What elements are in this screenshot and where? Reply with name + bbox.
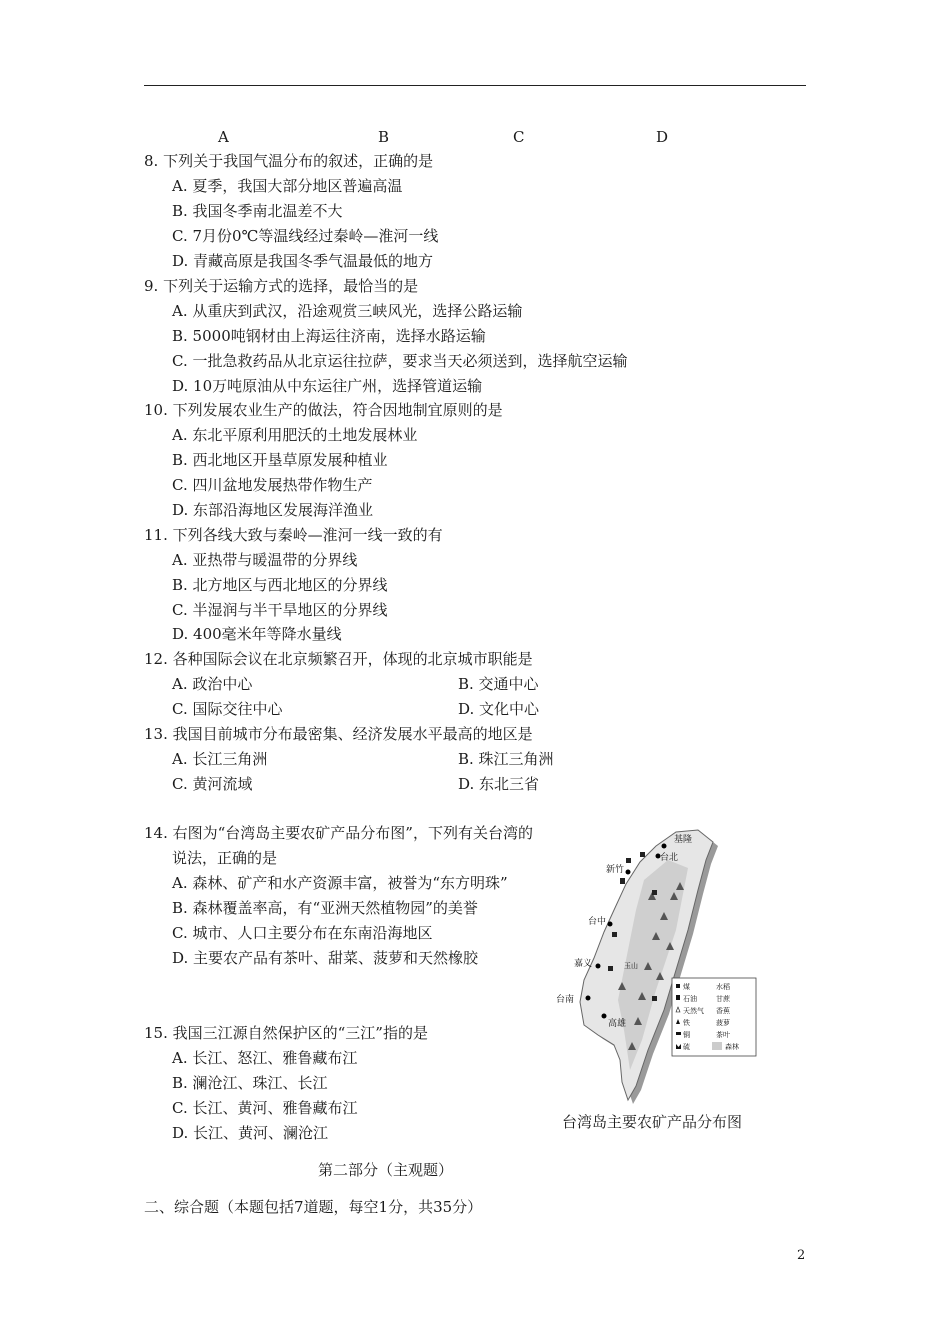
q15-option-a: A. 长江、怒江、雅鲁藏布江 xyxy=(172,1049,358,1067)
copper-icon xyxy=(676,1032,681,1035)
legend-pineapple: 菠萝 xyxy=(716,1019,730,1027)
q10-option-b: B. 西北地区开垦草原发展种植业 xyxy=(172,451,388,469)
kaohsiung-dot xyxy=(602,1014,607,1019)
question-9-stem: 9. 下列关于运输方式的选择，最恰当的是 xyxy=(144,277,419,295)
label-d: D xyxy=(656,128,669,146)
q12-option-b: B. 交通中心 xyxy=(458,675,539,693)
oil-icon xyxy=(676,995,680,1000)
taiwan-map xyxy=(548,820,780,1110)
label-c: C xyxy=(513,128,525,146)
q11-option-d: D. 400毫米年等降水量线 xyxy=(172,625,342,643)
page-number: 2 xyxy=(797,1248,806,1263)
city-keelung: 基隆 xyxy=(674,835,693,845)
question-8-stem: 8. 下列关于我国气温分布的叙述，正确的是 xyxy=(144,152,434,170)
q8-option-b: B. 我国冬季南北温差不大 xyxy=(172,202,343,220)
tainan-dot xyxy=(586,996,591,1001)
map-caption: 台湾岛主要农矿产品分布图 xyxy=(562,1113,743,1131)
keelung-dot xyxy=(662,844,667,849)
q11-option-c: C. 半湿润与半干旱地区的分界线 xyxy=(172,601,388,619)
section-two-heading: 二、综合题（本题包括7道题，每空1分，共35分） xyxy=(144,1198,483,1216)
q15-option-d: D. 长江、黄河、澜沧江 xyxy=(172,1124,329,1142)
legend-sugarcane: 甘蔗 xyxy=(716,995,730,1003)
q14-option-a: A. 森林、矿产和水产资源丰富，被誉为“东方明珠” xyxy=(172,874,508,892)
q9-option-a: A. 从重庆到武汉，沿途观赏三峡风光，选择公路运输 xyxy=(172,302,523,320)
city-taichung: 台中 xyxy=(588,917,607,927)
city-hsinchu: 新竹 xyxy=(606,865,625,875)
q14-option-d: D. 主要农产品有茶叶、甜菜、菠萝和天然橡胶 xyxy=(172,949,479,967)
q10-option-a: A. 东北平原利用肥沃的土地发展林业 xyxy=(172,426,418,444)
part-two-title: 第二部分（主观题） xyxy=(318,1161,454,1179)
hsinchu-dot xyxy=(626,870,631,875)
legend-gas: 天然气 xyxy=(683,1007,704,1015)
question-15-stem: 15. 我国三江源自然保护区的“三江”指的是 xyxy=(144,1024,428,1042)
q11-option-b: B. 北方地区与西北地区的分界线 xyxy=(172,576,388,594)
q8-option-a: A. 夏季，我国大部分地区普遍高温 xyxy=(172,177,403,195)
legend-forest: 森林 xyxy=(725,1043,739,1051)
q13-option-d: D. 东北三省 xyxy=(458,775,540,793)
city-tainan: 台南 xyxy=(556,995,575,1005)
chiayi-dot xyxy=(596,964,601,969)
taichung-dot xyxy=(608,922,613,927)
q11-option-a: A. 亚热带与暖温带的分界线 xyxy=(172,551,358,569)
q15-option-b: B. 澜沧江、珠江、长江 xyxy=(172,1074,328,1092)
q14-option-b: B. 森林覆盖率高，有“亚洲天然植物园”的美誉 xyxy=(172,899,478,917)
q13-option-b: B. 珠江三角洲 xyxy=(458,750,554,768)
legend-iron: 铁 xyxy=(683,1019,690,1027)
question-10-stem: 10. 下列发展农业生产的做法，符合因地制宜原则的是 xyxy=(144,401,503,419)
question-13-stem: 13. 我国目前城市分布最密集、经济发展水平最高的地区是 xyxy=(144,725,533,743)
question-11-stem: 11. 下列各线大致与秦岭—淮河一线一致的有 xyxy=(144,526,443,544)
map-legend xyxy=(672,978,756,1056)
legend-copper: 铜 xyxy=(683,1031,690,1039)
q9-option-c: C. 一批急救药品从北京运往拉萨，要求当天必须送到，选择航空运输 xyxy=(172,352,628,370)
q14-option-c: C. 城市、人口主要分布在东南沿海地区 xyxy=(172,924,433,942)
forest-legend-icon xyxy=(712,1042,722,1050)
q10-option-d: D. 东部沿海地区发展海洋渔业 xyxy=(172,501,374,519)
question-12-stem: 12. 各种国际会议在北京频繁召开，体现的北京城市职能是 xyxy=(144,650,533,668)
q13-option-c: C. 黄河流域 xyxy=(172,775,253,793)
label-a: A xyxy=(218,128,229,146)
q10-option-c: C. 四川盆地发展热带作物生产 xyxy=(172,476,373,494)
question-14-stem: 14. 右图为“台湾岛主要农矿产品分布图”，下列有关台湾的 xyxy=(144,824,533,842)
header-rule xyxy=(144,85,806,86)
q13-option-a: A. 长江三角洲 xyxy=(172,750,268,768)
question-14-stem-cont: 说法，正确的是 xyxy=(172,849,278,867)
legend-sulfur: 硫 xyxy=(683,1043,690,1051)
city-kaohsiung: 高雄 xyxy=(608,1019,627,1029)
city-taipei: 台北 xyxy=(660,853,679,863)
q9-option-b: B. 5000吨钢材由上海运往济南，选择水路运输 xyxy=(172,327,486,345)
legend-banana: 香蕉 xyxy=(716,1007,730,1015)
q12-option-a: A. 政治中心 xyxy=(172,675,253,693)
legend-oil: 石油 xyxy=(683,995,697,1003)
legend-tea: 茶叶 xyxy=(716,1031,730,1039)
q9-option-d: D. 10万吨原油从中东运往广州，选择管道运输 xyxy=(172,377,483,395)
city-chiayi: 嘉义 xyxy=(574,959,593,969)
q12-option-c: C. 国际交往中心 xyxy=(172,700,283,718)
q12-option-d: D. 文化中心 xyxy=(458,700,540,718)
legend-rice: 水稻 xyxy=(716,983,730,991)
coal-icon xyxy=(676,984,680,988)
q15-option-c: C. 长江、黄河、雅鲁藏布江 xyxy=(172,1099,358,1117)
city-yushan: 玉山 xyxy=(624,962,638,970)
legend-coal: 煤 xyxy=(683,983,690,991)
q8-option-c: C. 7月份0℃等温线经过秦岭—淮河一线 xyxy=(172,227,439,245)
q8-option-d: D. 青藏高原是我国冬季气温最低的地方 xyxy=(172,252,434,270)
label-b: B xyxy=(378,128,390,146)
